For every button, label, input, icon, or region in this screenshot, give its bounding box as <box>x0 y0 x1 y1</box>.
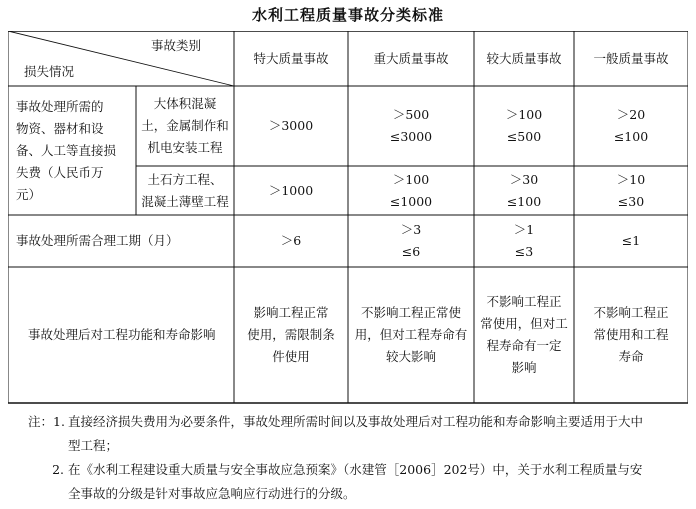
value-line: ≤100 <box>506 193 542 209</box>
subrow-label-line: 混凝土薄壁工程 <box>141 193 229 209</box>
cost-value-mass-major <box>348 86 474 166</box>
subrow-label-mass-concrete <box>136 86 234 166</box>
subrow-label-line: 土，金属制作和 <box>141 118 229 133</box>
value-line: 不影响工程正 <box>593 305 669 320</box>
value-line: ＞100 <box>392 171 430 187</box>
value-line: ≤6 <box>401 244 421 259</box>
value-line: 较大影响 <box>385 349 436 364</box>
note-prefix-text: 注： <box>28 414 54 429</box>
cost-label-line: 事故处理所需的 <box>16 98 104 114</box>
value-line: 影响工程正常 <box>253 305 329 320</box>
value-line: 用，但对工程寿命有 <box>354 327 468 342</box>
subrow-label-earthwork <box>136 166 234 215</box>
note-prefix <box>28 410 68 458</box>
note-2-line-a: 在《水利工程建设重大质量与安全事故应急预案》（水建管［2006］202号）中，关于水利工程质量与安 <box>68 462 643 477</box>
note-2 <box>28 458 678 506</box>
period-value-larger <box>474 215 574 267</box>
page-title: 水利工程质量事故分类标准 <box>251 6 444 24</box>
value-line: ≤500 <box>506 129 542 144</box>
note-number: 1. <box>53 414 65 429</box>
cost-label-line: 物资、器材和设 <box>16 120 104 136</box>
row-label-period: 事故处理所需合理工期（月） <box>16 233 179 248</box>
value-line: 程寿命有一定 <box>486 338 562 353</box>
period-value-especially-major <box>234 215 348 267</box>
value-line: ＞3 <box>400 222 422 237</box>
col-header-general: 一般质量事故 <box>593 50 669 66</box>
value-line: ＞30 <box>509 171 539 187</box>
row-label-direct-cost <box>16 86 134 215</box>
value-line: ＞3000 <box>268 118 314 133</box>
cost-value-earth-major <box>348 166 474 215</box>
cost-label-line: 元） <box>16 186 42 202</box>
value-line: 常使用，但对工 <box>480 316 568 331</box>
value-line: ＞1000 <box>268 182 314 198</box>
value-line: ≤1000 <box>389 193 433 209</box>
impact-value-major <box>348 267 474 403</box>
impact-value-general <box>574 267 688 403</box>
value-line: ≤100 <box>613 129 649 144</box>
value-line: ＞500 <box>392 107 430 122</box>
col-header-larger: 较大质量事故 <box>486 50 562 66</box>
value-line: 影响 <box>511 360 537 375</box>
cost-value-earth-general <box>574 166 688 215</box>
value-line: 寿命 <box>618 349 644 364</box>
note-1-line-a: 直接经济损失费用为必要条件，事故处理所需时间以及事故处理后对工程功能和寿命影响主要适用于大中 <box>68 414 644 429</box>
note-1-line-b: 型工程； <box>68 438 119 453</box>
note-2-line-b: 全事故的分级是针对事故应急响应行动进行的分级。 <box>68 486 356 501</box>
value-line: 使用，需限制条 <box>247 327 335 342</box>
value-line: ＞100 <box>505 107 543 122</box>
value-line: ≤3 <box>514 244 534 259</box>
value-line: ≤3000 <box>389 129 433 144</box>
value-line: ≤1 <box>621 233 641 248</box>
table-notes <box>28 410 678 506</box>
value-line: 不影响工程正 <box>486 294 562 309</box>
value-line: 常使用和工程 <box>593 327 669 342</box>
cost-label-line: 备、人工等直接损 <box>16 142 117 158</box>
note-number: 2. <box>52 462 64 477</box>
col-header-especially-major: 特大质量事故 <box>253 50 329 66</box>
period-value-general <box>574 215 688 267</box>
period-value-major <box>348 215 474 267</box>
impact-value-larger <box>474 267 574 403</box>
header-loss-label: 损失情况 <box>24 64 75 79</box>
value-line: ＞20 <box>616 107 646 122</box>
subrow-label-line: 机电安装工程 <box>147 140 223 155</box>
cost-label-line: 失费（人民币万 <box>16 164 104 180</box>
cost-value-mass-general <box>574 86 688 166</box>
value-line: 不影响工程正常使 <box>360 305 461 320</box>
value-line: ＞6 <box>280 233 302 248</box>
value-line: ≤30 <box>617 193 645 209</box>
note-1 <box>28 410 678 458</box>
col-header-major: 重大质量事故 <box>373 50 449 66</box>
subrow-label-line: 大体积混凝 <box>153 96 217 111</box>
classification-table <box>8 31 688 404</box>
cost-value-mass-especially-major <box>234 86 348 166</box>
cost-value-earth-larger <box>474 166 574 215</box>
cost-value-earth-especially-major <box>234 166 348 215</box>
impact-value-especially-major <box>234 267 348 403</box>
value-line: ＞10 <box>616 171 646 187</box>
value-line: 件使用 <box>272 349 310 364</box>
header-category-label: 事故类别 <box>150 38 201 53</box>
subrow-label-line: 土石方工程、 <box>147 171 223 187</box>
value-line: ＞1 <box>513 222 535 237</box>
cost-value-mass-larger <box>474 86 574 166</box>
row-label-impact: 事故处理后对工程功能和寿命影响 <box>28 327 216 342</box>
